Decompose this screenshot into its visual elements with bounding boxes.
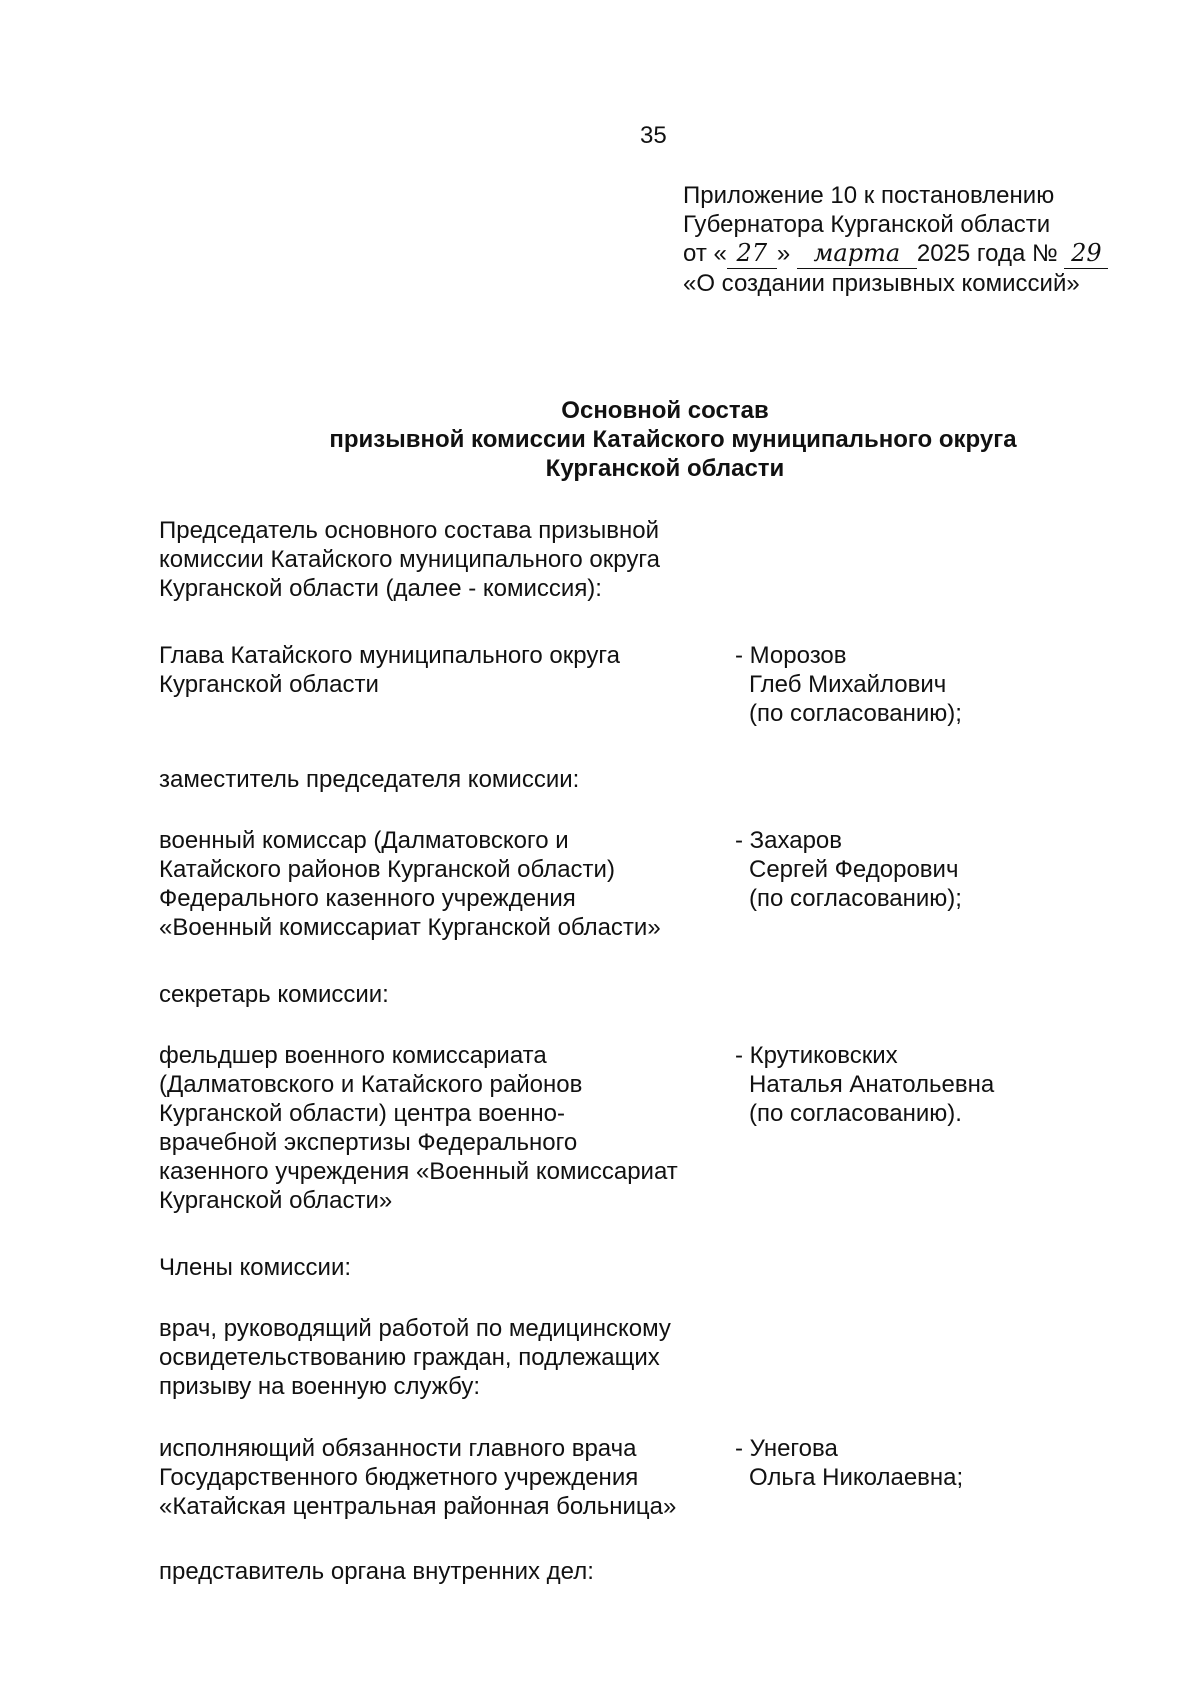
heading-line: призыву на военную службу:: [159, 1373, 480, 1400]
page-number: 35: [640, 122, 667, 149]
person-name: Наталья Анатольевна: [749, 1071, 995, 1098]
person-surname: - Унегова: [735, 1435, 838, 1462]
person-surname: - Крутиковских: [735, 1042, 898, 1069]
members-heading: [159, 1253, 749, 1282]
person-note: (по согласованию);: [749, 885, 962, 912]
appendix-date-line: [683, 239, 1163, 269]
chair-heading: [159, 516, 749, 603]
secretary-position: [159, 1041, 749, 1215]
position-line: исполняющий обязанности главного врача: [159, 1435, 637, 1462]
title-line: Основной состав: [561, 397, 769, 424]
person-name: Сергей Федорович: [749, 856, 959, 883]
heading-line: Курганской области (далее - комиссия):: [159, 575, 602, 602]
secretary-heading: [159, 980, 749, 1009]
person-note: (по согласованию);: [749, 700, 962, 727]
position-line: врачебной экспертизы Федерального: [159, 1129, 578, 1156]
deputy-name: [735, 826, 1155, 913]
person-surname: - Морозов: [735, 642, 847, 669]
position-line: фельдшер военного комиссариата: [159, 1042, 547, 1069]
position-line: «Катайская центральная районная больница»: [159, 1493, 677, 1520]
deputy-position: [159, 826, 749, 942]
position-line: военный комиссар (Далматовского и: [159, 827, 569, 854]
appendix-line: «О создании призывных комиссий»: [683, 270, 1080, 297]
appendix-line: Приложение 10 к постановлению: [683, 182, 1055, 209]
chair-position: [159, 641, 749, 699]
secretary-name: [735, 1041, 1155, 1128]
doctor-heading: [159, 1314, 749, 1401]
heading-line: Председатель основного состава призывной: [159, 517, 660, 544]
heading-line: комиссии Катайского муниципального округа: [159, 546, 660, 573]
heading-line: врач, руководящий работой по медицинскому: [159, 1315, 671, 1342]
heading-line: представитель органа внутренних дел:: [159, 1558, 594, 1585]
appendix-header: [683, 181, 1163, 298]
deputy-heading: [159, 765, 749, 794]
date-year: 2025 года №: [916, 240, 1065, 267]
doctor-name: [735, 1434, 1155, 1492]
position-line: Катайского районов Курганской области): [159, 856, 615, 883]
position-line: Курганской области»: [159, 1187, 393, 1214]
title-line: Курганской области: [545, 455, 785, 482]
position-line: Курганской области) центра военно-: [159, 1100, 565, 1127]
person-name: Ольга Николаевна;: [749, 1464, 964, 1491]
position-line: Федерального казенного учреждения: [159, 885, 576, 912]
person-surname: - Захаров: [735, 827, 843, 854]
handwritten-number: 29: [1064, 239, 1108, 269]
document-title: [0, 396, 1200, 483]
appendix-line: Губернатора Курганской области: [683, 211, 1051, 238]
position-line: казенного учреждения «Военный комиссариат: [159, 1158, 678, 1185]
position-line: «Военный комиссариат Курганской области»: [159, 914, 661, 941]
chair-name: [735, 641, 1155, 728]
police-heading: [159, 1557, 749, 1586]
handwritten-day: 27: [727, 239, 777, 269]
position-line: Курганской области: [159, 671, 379, 698]
title-line: призывной комиссии Катайского муниципального округа: [329, 426, 1017, 453]
heading-line: заместитель председателя комиссии:: [159, 766, 580, 793]
handwritten-month: марта: [797, 239, 917, 269]
date-mid: »: [776, 240, 797, 267]
position-line: (Далматовского и Катайского районов: [159, 1071, 583, 1098]
position-line: Государственного бюджетного учреждения: [159, 1464, 639, 1491]
person-name: Глеб Михайлович: [749, 671, 947, 698]
heading-line: Члены комиссии:: [159, 1254, 352, 1281]
heading-line: освидетельствованию граждан, подлежащих: [159, 1344, 660, 1371]
doctor-position: [159, 1434, 749, 1521]
person-note: (по согласованию).: [749, 1100, 962, 1127]
heading-line: секретарь комиссии:: [159, 981, 389, 1008]
position-line: Глава Катайского муниципального округа: [159, 642, 620, 669]
date-prefix: от «: [683, 240, 727, 267]
